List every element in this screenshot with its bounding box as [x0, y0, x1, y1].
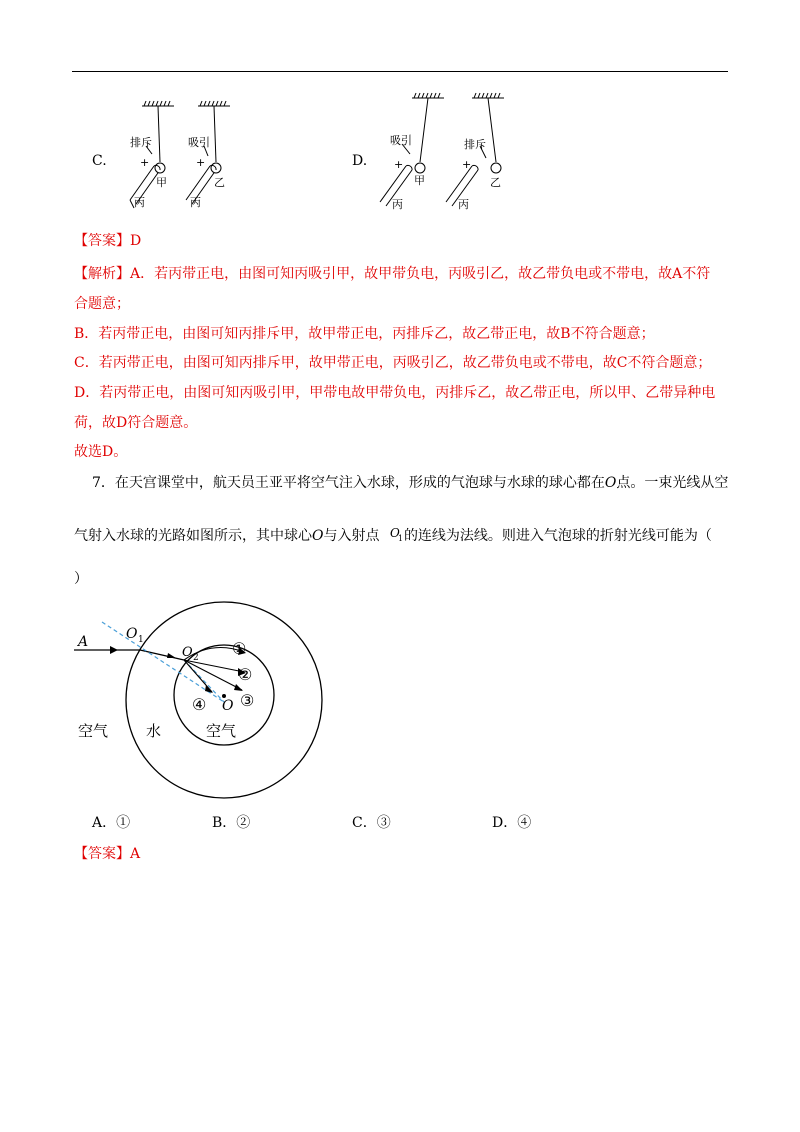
- q7-option-a: A．①: [92, 815, 131, 831]
- label-d-attract: 吸引: [390, 134, 412, 147]
- q6-analysis-line2: 合题意；: [74, 296, 130, 312]
- ball-d-jia: 甲: [414, 174, 425, 187]
- header-rule: [72, 71, 728, 72]
- point-o2-sub: 2: [193, 653, 199, 663]
- ball-d-yi: 乙: [490, 176, 501, 189]
- plus-c-right: +: [196, 156, 206, 169]
- center-o: O: [222, 698, 234, 714]
- q6-answer: 【答案】D: [74, 233, 142, 249]
- q7-answer: 【答案】A: [74, 846, 141, 862]
- figure-option-d: [372, 88, 522, 216]
- label-d-repel: 排斥: [464, 138, 486, 151]
- ray-option-4: ④: [192, 695, 207, 714]
- point-o1-sub: 1: [138, 635, 144, 645]
- option-d-letter: D.: [352, 153, 368, 169]
- q6-option-d-analysis-line2: 荷，故D符合题意。: [74, 415, 198, 431]
- q7-option-d: D．④: [492, 815, 532, 831]
- label-c-attract: 吸引: [188, 136, 210, 149]
- point-o2: O: [182, 645, 193, 660]
- figure-option-c: [112, 96, 252, 216]
- ray-option-2: ②: [238, 665, 253, 684]
- label-air-outer: 空气: [78, 722, 109, 740]
- q7-stem-line1: 7．在天宫课堂中，航天员王亚平将空气注入水球，形成的气泡球与水球的球心都在O点。一束光线从空: [92, 475, 729, 491]
- label-air-inner: 空气: [206, 722, 237, 740]
- label-c-repel: 排斥: [130, 136, 152, 149]
- q7-stem-line2: 气射入水球的光路如图所示，其中球心O与入射点 O 1 的连线为法线。则进入气泡球的折射光线可能为（: [74, 526, 712, 544]
- plus-d-left: +: [394, 158, 404, 171]
- q7-option-c: C．③: [352, 815, 391, 831]
- q6-option-c-analysis: C．若丙带正电，由图可知丙排斥甲，故甲带正电，丙吸引乙，故乙带负电或不带电，故C不符合题意；: [74, 355, 712, 371]
- q6-analysis-line1: 【解析】A．若丙带正电，由图可知丙吸引甲，故甲带负电，丙吸引乙，故乙带负电或不带电，故A不符: [74, 266, 711, 282]
- q6-option-d-analysis-line1: D．若丙带正电，由图可知丙吸引甲，甲带电故甲带负电，丙排斥乙，故乙带正电，所以甲、乙带异种电: [74, 385, 716, 401]
- figure-q7-light-path: [72, 600, 332, 820]
- q6-conclusion: 故选D。: [74, 444, 128, 460]
- plus-d-right: +: [462, 158, 472, 171]
- rod-c-right: 丙: [190, 196, 201, 209]
- ray-label-a: A: [78, 634, 89, 650]
- q6-option-b-analysis: B．若丙带正电，由图可知丙排斥甲，故甲带正电，丙排斥乙，故乙带正电，故B不符合题意；: [74, 326, 655, 342]
- q7-stem-line3: ）: [74, 571, 88, 587]
- ball-c-jia: 甲: [156, 176, 167, 189]
- rod-d-left: 丙: [392, 198, 403, 211]
- q7-option-b: B．②: [212, 815, 251, 831]
- rod-c-left: 丙: [134, 196, 145, 209]
- label-water: 水: [146, 722, 162, 740]
- point-o1: O: [126, 626, 138, 642]
- option-c-letter: C.: [92, 153, 107, 169]
- plus-c-left: +: [140, 156, 150, 169]
- rod-d-right: 丙: [458, 198, 469, 211]
- ball-c-yi: 乙: [214, 176, 225, 189]
- ray-option-1: ①: [232, 639, 247, 658]
- ray-option-3: ③: [240, 691, 255, 710]
